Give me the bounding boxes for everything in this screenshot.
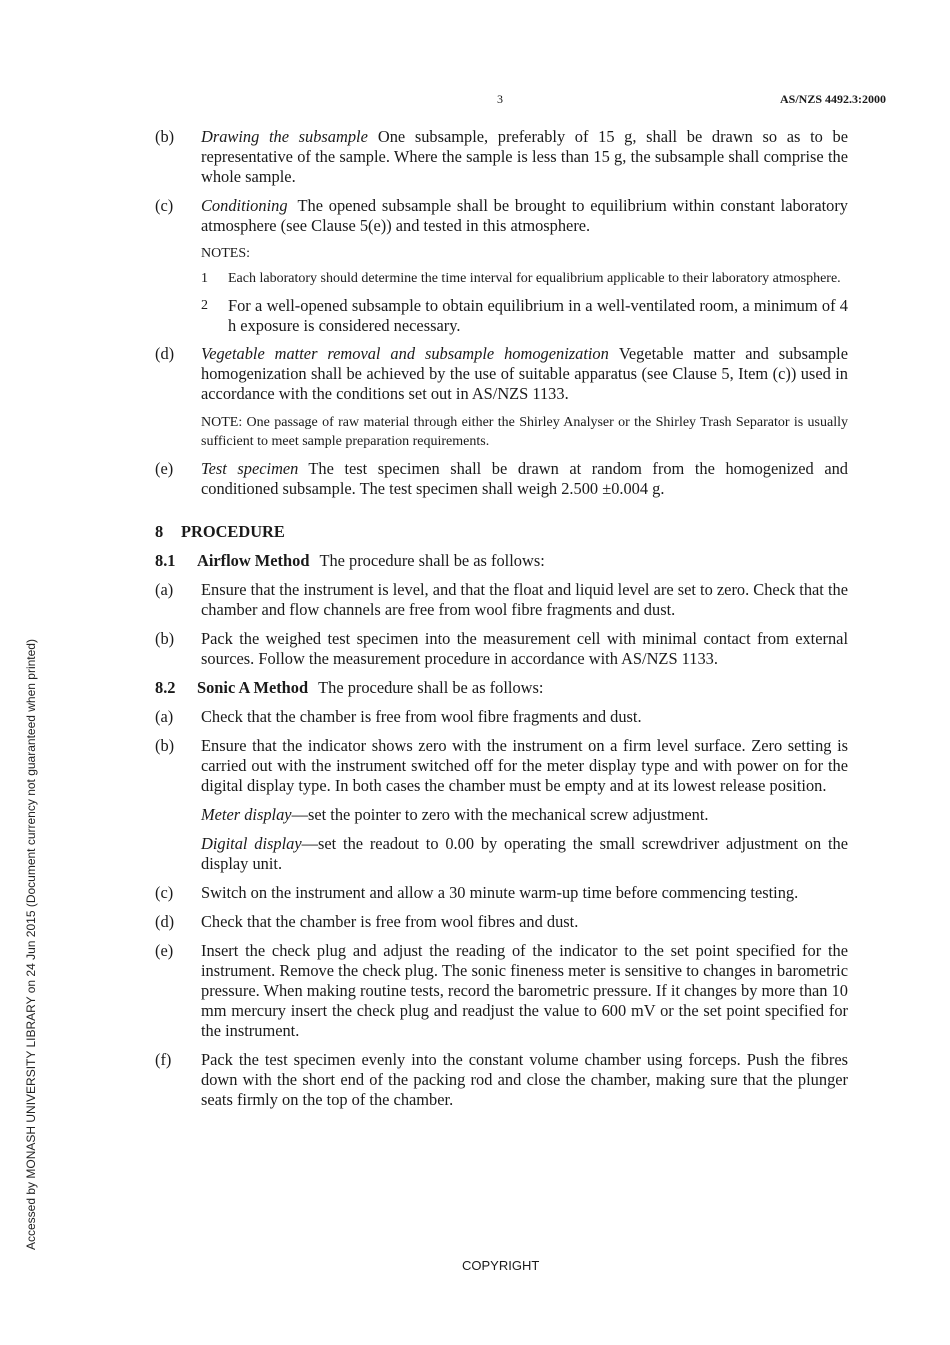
note-paragraph: NOTE: One passage of raw material through either the Shirley Analyser or the Shirley Trash Separator is usually sufficient to meet sample preparation requirements. [201,415,848,449]
clause-intro: The procedure shall be as follows: [318,678,544,697]
item-text: One subsample, preferably of 15 g, shall be drawn so as to be representative of the sample. Where the sample is less than 15 g, the subsample shall comprise the whole sample. [201,127,848,186]
procedure-step [155,1050,848,1110]
note-text: For a well-opened subsample to obtain equilibrium in a well-ventilated room, a minimum of 4 h exposure is considered necessary. [228,296,848,335]
procedure-step [155,707,848,727]
document-id: AS/NZS 4492.3:2000 [779,92,886,106]
item-label: (b) [155,127,175,146]
procedure-step [155,912,848,932]
procedure-step [155,883,848,903]
item-text: Vegetable matter and subsample homogenization shall be achieved by the use of suitable apparatus (see Clause 5, Item (c)) used in accordance with the conditions set out in AS/NZS 1133. [201,344,848,403]
page-number: 3 [497,92,503,106]
clause-title: Sonic A Method [197,678,309,697]
list-item [155,344,848,404]
item-title: Test specimen [201,459,299,478]
clause-number: 8.2 [155,678,176,697]
item-title: Conditioning [201,196,288,215]
document-body [155,127,848,1119]
note-number: 1 [201,271,208,286]
procedure-step [155,941,848,1041]
step-label: (b) [155,736,175,755]
step-text: Check that the chamber is free from wool fibres and dust. [201,912,579,931]
step-label: (e) [155,941,174,960]
step-text: Insert the check plug and adjust the reading of the indicator to the set point specified for the instrument. Remove the check plug. The sonic fineness meter is sensitive to changes in barometric pressure. When making routine tests, record the barometric pressure. If it changes by more than 10 mm mercury insert the check plug and readjust the value to 600 mV or the set point specified for the instrument. [201,941,848,1040]
section-title: PROCEDURE [181,522,285,541]
item-title: Drawing the subsample [201,127,368,146]
step-text: Switch on the instrument and allow a 30 minute warm-up time before commencing testing. [201,883,799,902]
clause-title: Airflow Method [197,551,310,570]
item-label: (c) [155,196,174,215]
section-number: 8 [155,522,164,541]
note-item [155,270,848,288]
step-label: (f) [155,1050,172,1069]
item-text: The test specimen shall be drawn at random from the homogenized and conditioned subsample. The test specimen shall weigh 2.500 ±0.004 g. [201,459,848,498]
copyright-footer: COPYRIGHT [462,1258,540,1273]
step-label: (a) [155,580,174,599]
step-text: Ensure that the instrument is level, and that the float and liquid level are set to zero. Check that the chamber and flow channels are free from wool fibre fragments and dust. [201,580,848,619]
meter-display-paragraph [155,805,848,825]
clause-intro: The procedure shall be as follows: [319,551,545,570]
step-label: (b) [155,629,175,648]
step-label: (a) [155,707,174,726]
step-text: Pack the weighed test specimen into the measurement cell with minimal contact from external sources. Follow the measurement procedure in accordance with AS/NZS 1133. [201,629,848,668]
list-item [155,127,848,187]
note-text: Each laboratory should determine the time interval for equalibrium applicable to their laboratory atmosphere. [228,271,841,286]
item-label: (e) [155,459,174,478]
digital-display-paragraph [155,834,848,874]
item-title: Vegetable matter removal and subsample homogenization [201,344,609,363]
clause-heading [155,551,848,571]
item-text: The opened subsample shall be brought to equilibrium within constant laboratory atmosphere (see Clause 5(e)) and tested in this atmosphere. [201,196,848,235]
section-heading [155,522,848,542]
notes-heading: NOTES: [201,246,250,261]
step-label: (d) [155,912,175,931]
step-text: Check that the chamber is free from wool fibre fragments and dust. [201,707,642,726]
step-text: Ensure that the indicator shows zero with the instrument on a firm level surface. Zero setting is carried out with the instrument switched off for the meter display type and with power on for the digital display type. In both cases the chamber must be empty and at its lowest release position. [201,736,848,795]
list-item [155,196,848,236]
procedure-step [155,736,848,796]
sub-text: —set the readout to 0.00 by operating the small screwdriver adjustment on the display unit. [201,834,849,873]
procedure-step [155,629,848,669]
note-number: 2 [201,298,208,313]
item-label: (d) [155,344,175,363]
procedure-step [155,580,848,620]
clause-number: 8.1 [155,551,176,570]
clause-heading [155,678,848,698]
note-item [155,296,848,336]
step-label: (c) [155,883,174,902]
sub-text: —set the pointer to zero with the mechanical screw adjustment. [291,805,709,824]
sub-title: Digital display [201,834,302,853]
sub-title: Meter display [201,805,292,824]
access-watermark: Accessed by MONASH UNIVERSITY LIBRARY on 24 Jun 2015 (Document currency not guaranteed when printed) [24,639,38,1250]
list-item [155,459,848,499]
step-text: Pack the test specimen evenly into the constant volume chamber using forceps. Push the fibres down with the short end of the packing rod and close the chamber, making sure that the plunger seats firmly on the top of the chamber. [201,1050,848,1109]
